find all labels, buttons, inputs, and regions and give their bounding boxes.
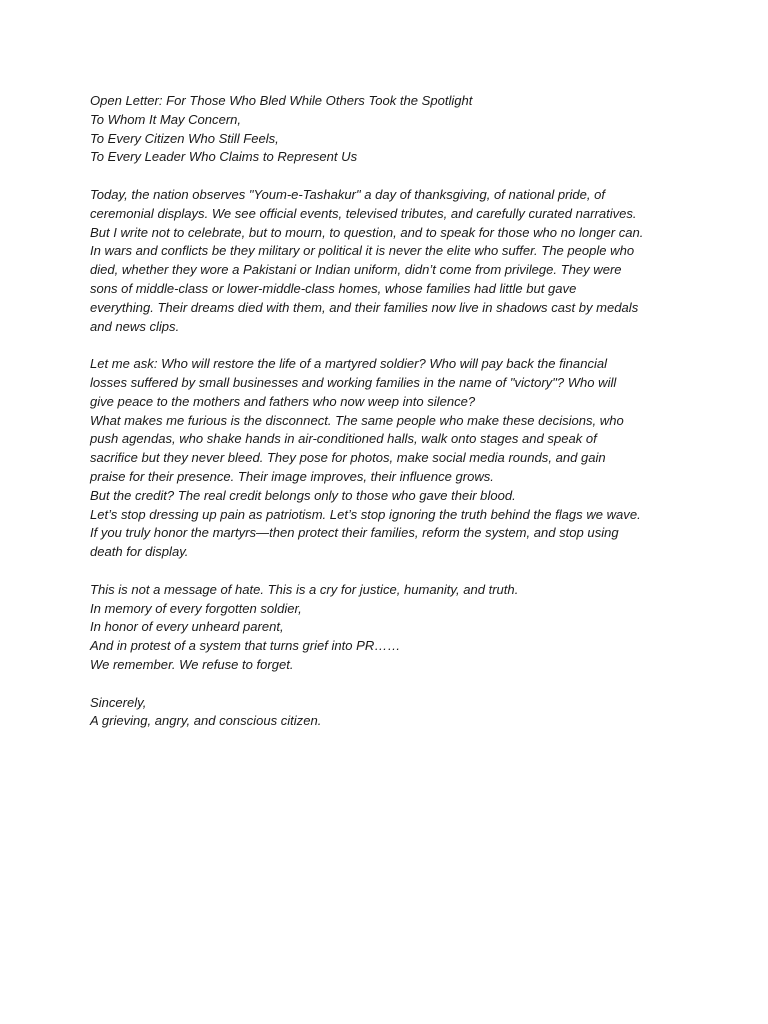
closing-line: Sincerely,	[90, 694, 147, 710]
paragraph-spacer	[90, 336, 690, 355]
text-line: sacrifice but they never bleed. They pose for photos, make social media rounds, and gain	[90, 450, 606, 466]
text-line: Let me ask: Who will restore the life of a martyred soldier? Who will pay back the financial	[90, 356, 608, 372]
paragraph-spacer	[90, 562, 690, 581]
text-line: death for display.	[90, 544, 189, 560]
text-line: sons of middle-class or lower-middle-class homes, whose families had little but gave	[90, 280, 577, 296]
letter-title: Open Letter: For Those Who Bled While Others Took the Spotlight	[90, 93, 473, 108]
text-line: In honor of every unheard parent,	[90, 619, 284, 635]
signature-line: A grieving, angry, and conscious citizen.	[90, 713, 322, 729]
letter-header	[90, 92, 690, 167]
text-line: If you truly honor the martyrs—then protect their families, reform the system, and stop using	[90, 525, 619, 541]
text-line: push agendas, who shake hands in air-conditioned halls, walk onto stages and speak of	[90, 431, 597, 447]
text-line: losses suffered by small businesses and working families in the name of "victory"? Who will	[90, 374, 617, 390]
text-line: everything. Their dreams died with them, and their families now live in shadows cast by medals	[90, 299, 639, 315]
text-line: In wars and conflicts be they military or political it is never the elite who suffer. The people who	[90, 243, 635, 259]
paragraph-1	[90, 186, 690, 336]
text-line: Let’s stop dressing up pain as patriotism. Let’s stop ignoring the truth behind the flags we wave.	[90, 506, 641, 522]
text-line: This is not a message of hate. This is a cry for justice, humanity, and truth.	[90, 581, 519, 597]
text-line: Today, the nation observes "Youm-e-Tashakur" a day of thanksgiving, of national pride, of	[90, 186, 606, 202]
text-line: and news clips.	[90, 318, 180, 334]
text-line: And in protest of a system that turns grief into PR……	[90, 638, 401, 654]
text-line: We remember. We refuse to forget.	[90, 656, 294, 672]
text-line: What makes me furious is the disconnect. The same people who make these decisions, who	[90, 412, 624, 428]
letter-closing	[90, 694, 690, 732]
letter-body	[90, 92, 690, 731]
text-line: died, whether they wore a Pakistani or Indian uniform, didn’t come from privilege. They were	[90, 262, 622, 278]
salutation-line: To Every Leader Who Claims to Represent Us	[90, 149, 358, 165]
text-line: ceremonial displays. We see official events, televised tributes, and carefully curated narratives.	[90, 205, 637, 221]
text-line: give peace to the mothers and fathers who now weep into silence?	[90, 393, 476, 409]
paragraph-3	[90, 581, 690, 675]
salutation-line: To Every Citizen Who Still Feels,	[90, 130, 279, 146]
text-line: In memory of every forgotten soldier,	[90, 600, 302, 616]
paragraph-2	[90, 355, 690, 562]
paragraph-spacer	[90, 675, 690, 694]
text-line: But I write not to celebrate, but to mourn, to question, and to speak for those who no longer can.	[90, 224, 644, 240]
text-line: praise for their presence. Their image improves, their influence grows.	[90, 468, 494, 484]
paragraph-spacer	[90, 167, 690, 186]
text-line: But the credit? The real credit belongs only to those who gave their blood.	[90, 487, 516, 503]
salutation-line: To Whom It May Concern,	[90, 111, 242, 127]
